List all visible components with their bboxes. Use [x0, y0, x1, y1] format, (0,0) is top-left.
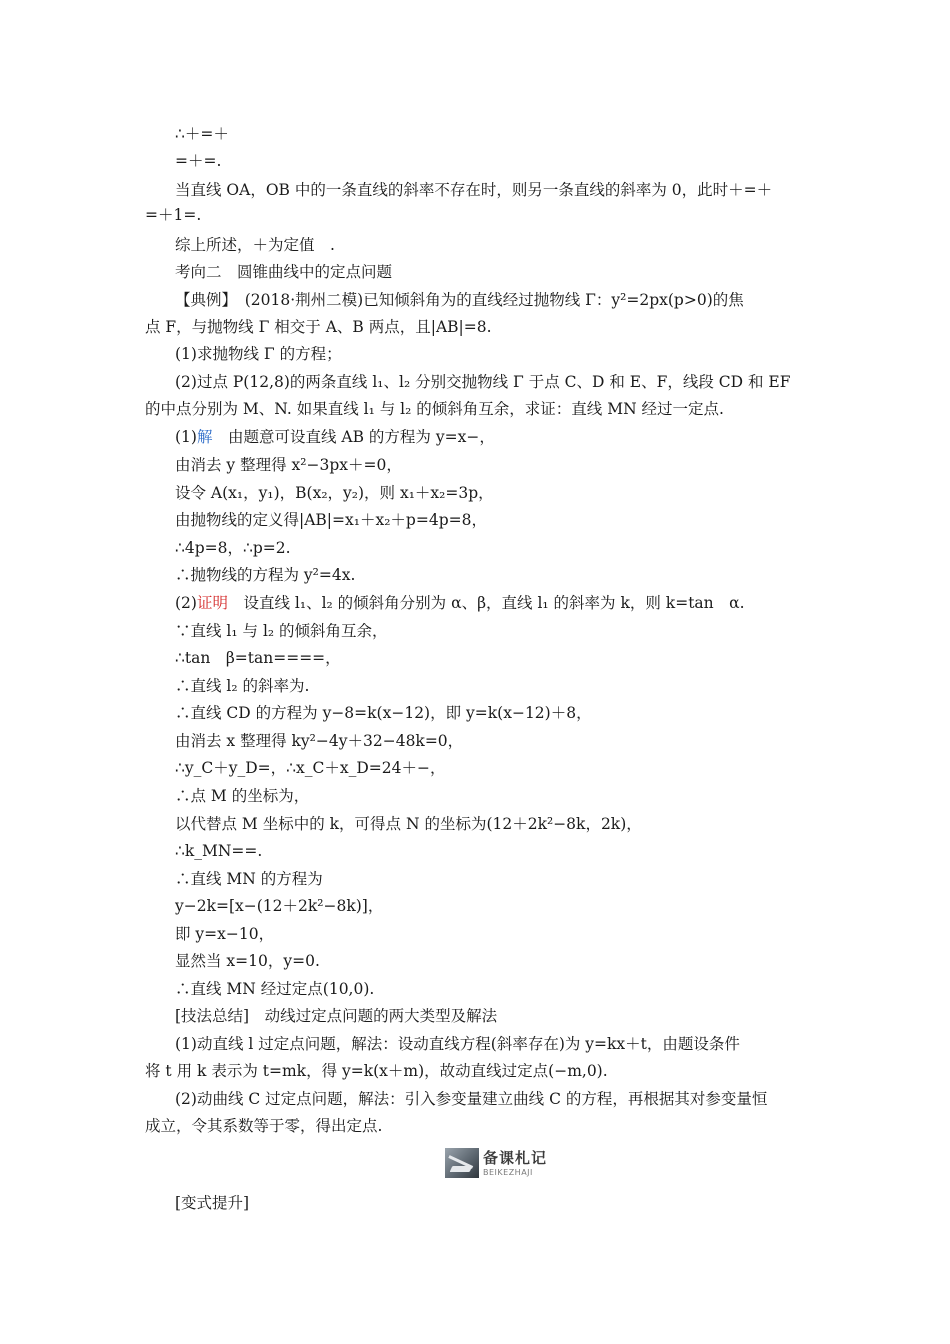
proof-step-12: 即 y=x−10， — [175, 925, 275, 943]
solution-text: 由题意可设直线 AB 的方程为 y=x−， — [212, 428, 495, 446]
question-2-line-2: 的中点分别为 M、N. 如果直线 l₁ 与 l₂ 的倾斜角互余，求证：直线 MN 经过一定点. — [145, 400, 724, 418]
technique-2-line-1: (2)动曲线 C 过定点问题，解法：引入参变量建立曲线 C 的方程，再根据其对参变量恒 — [175, 1090, 768, 1108]
proof-step-4: ∴直线 CD 的方程为 y−8=k(x−12)，即 y=k(x−12)＋8， — [175, 704, 592, 722]
question-2-line-1: (2)过点 P(12,8)的两条直线 l₁、l₂ 分别交抛物线 Γ 于点 C、D 和 E、F，线段 CD 和 EF — [175, 373, 791, 391]
variant-heading: [变式提升] — [175, 1194, 250, 1212]
technique-heading: [技法总结] 动线过定点问题的两大类型及解法 — [175, 1007, 498, 1025]
line-5: 综上所述，＋为定值 . — [175, 236, 335, 254]
section-heading: 考向二 圆锥曲线中的定点问题 — [175, 263, 393, 281]
solution-step-1: 由消去 y 整理得 x²−3px＋=0， — [175, 456, 402, 474]
technique-1-line-1: (1)动直线 l 过定点问题，解法：设动直线方程(斜率存在)为 y=kx＋t，由题设条件 — [175, 1035, 740, 1053]
proof-text: 设直线 l₁、l₂ 的倾斜角分别为 α、β，直线 l₁ 的斜率为 k，则 k=tan α. — [227, 594, 745, 612]
proof-step-8: 以代替点 M 坐标中的 k，可得点 N 的坐标为(12＋2k²−8k，2k)， — [175, 815, 642, 833]
question-1: (1)求抛物线 Γ 的方程； — [175, 345, 342, 363]
solution-line — [175, 427, 495, 447]
pen-icon — [445, 1148, 479, 1178]
logo-subtitle: BEIKEZHAJI — [483, 1168, 533, 1177]
example-line-2: 点 F，与抛物线 Γ 相交于 A、B 两点，且|AB|=8. — [145, 318, 492, 336]
technique-1-line-2: 将 t 用 k 表示为 t=mk，得 y=k(x＋m)，故动直线过定点(−m,0). — [145, 1062, 608, 1080]
proof-line — [175, 593, 745, 613]
proof-step-9: ∴k_MN==. — [175, 842, 263, 860]
logo-title: 备课札记 — [483, 1149, 548, 1167]
example-line-1: 【典例】 (2018·荆州二模)已知倾斜角为的直线经过抛物线 Γ：y²=2px(p>0)的焦 — [175, 291, 744, 309]
proof-step-6: ∴y_C＋y_D=，∴x_C＋x_D=24＋−， — [175, 759, 446, 777]
proof-step-13: 显然当 x=10，y=0. — [175, 952, 320, 970]
solution-step-3: 由抛物线的定义得|AB|=x₁＋x₂＋p=4p=8， — [175, 511, 487, 529]
proof-step-5: 由消去 x 整理得 ky²−4y＋32−48k=0， — [175, 732, 464, 750]
line-3: 当直线 OA，OB 中的一条直线的斜率不存在时，则另一条直线的斜率为 0，此时＋=＋ — [175, 181, 773, 199]
proof-step-3: ∴直线 l₂ 的斜率为. — [175, 677, 310, 695]
solution-step-2: 设令 A(x₁，y₁)，B(x₂，y₂)，则 x₁＋x₂=3p， — [175, 484, 494, 502]
line-2: =＋=. — [175, 152, 222, 170]
beikezhaji-logo — [445, 1148, 548, 1182]
line-1: ∴＋=＋ — [175, 125, 229, 143]
proof-mark: 证明 — [196, 594, 228, 612]
proof-step-2: ∴tan β=tan====， — [175, 649, 341, 667]
technique-2-line-2: 成立，令其系数等于零，得出定点. — [145, 1117, 383, 1135]
solution-step-5: ∴抛物线的方程为 y²=4x. — [175, 566, 356, 584]
line-4: =＋1=. — [145, 206, 202, 224]
proof-step-1: ∵直线 l₁ 与 l₂ 的倾斜角互余， — [175, 622, 388, 640]
solution-number: (1) — [175, 428, 197, 446]
proof-step-10: ∴直线 MN 的方程为 — [175, 870, 323, 888]
proof-conclusion: ∴直线 MN 经过定点(10,0). — [175, 980, 375, 998]
solution-step-4: ∴4p=8，∴p=2. — [175, 539, 291, 557]
proof-step-11: y−2k=[x−(12＋2k²−8k)]， — [175, 897, 384, 915]
proof-number: (2) — [175, 594, 197, 612]
proof-step-7: ∴点 M 的坐标为， — [175, 787, 310, 805]
solution-mark: 解 — [196, 428, 213, 446]
